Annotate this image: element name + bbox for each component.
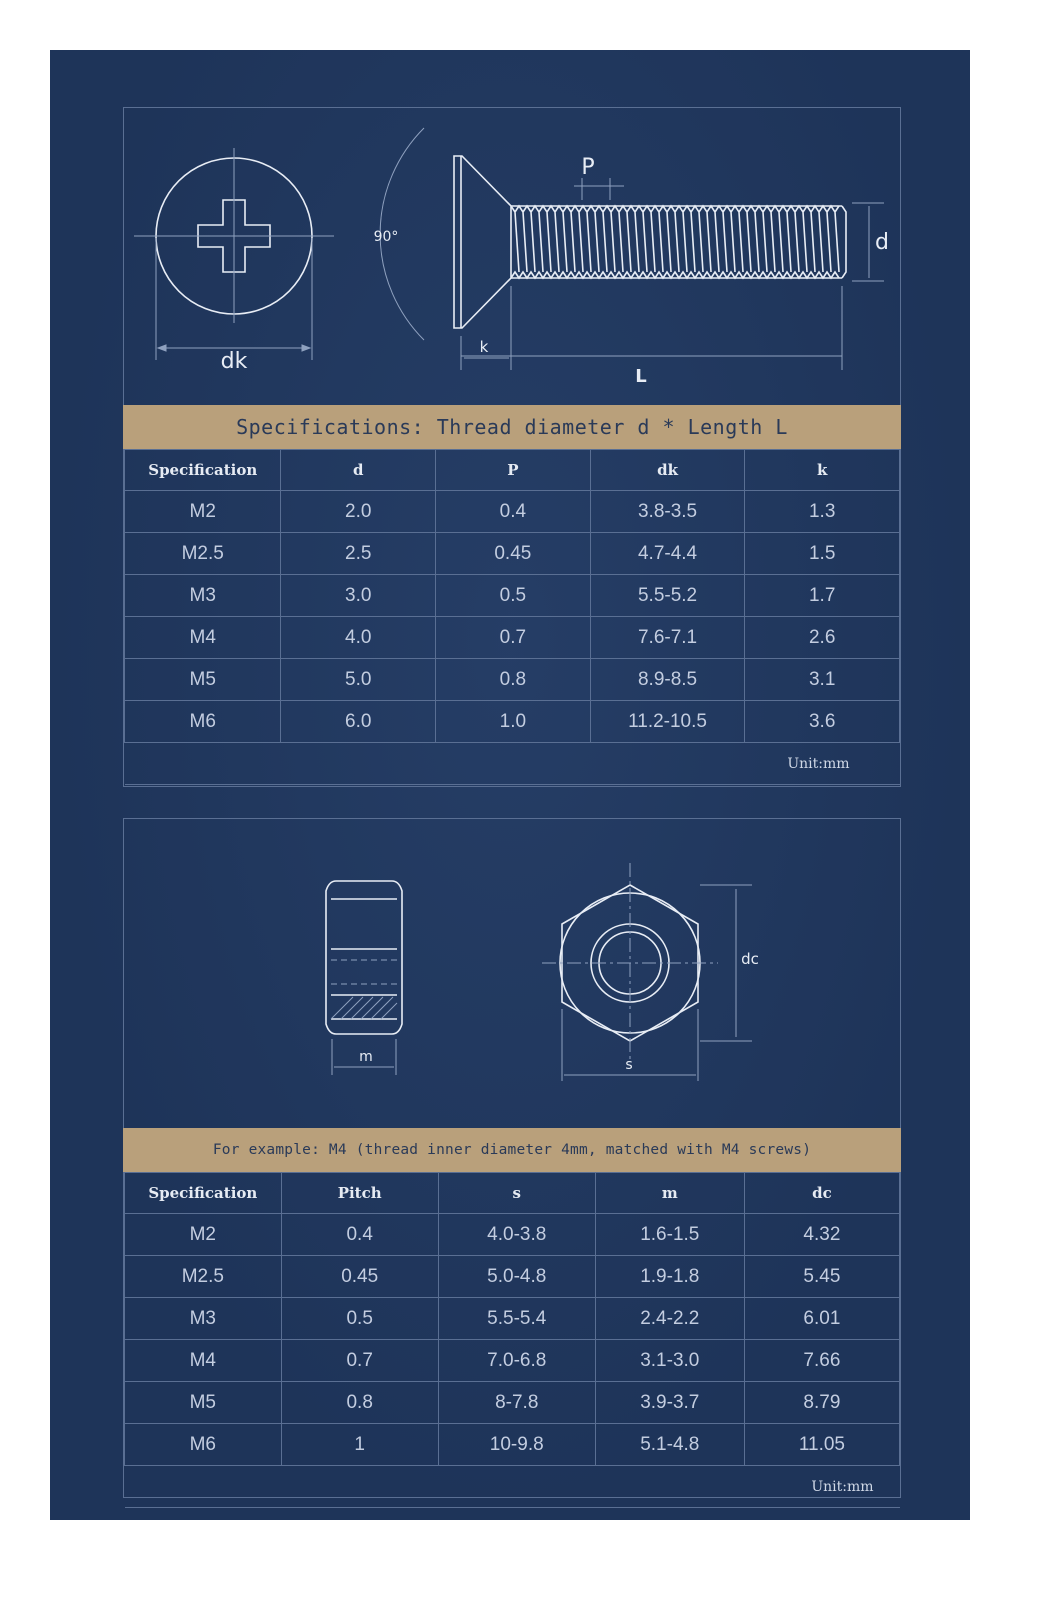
table-cell: 4.0 xyxy=(281,617,436,659)
column-header: P xyxy=(436,450,591,491)
table-cell: 0.4 xyxy=(436,491,591,533)
table-cell: 7.0-6.8 xyxy=(438,1340,595,1382)
table-cell: 1.0 xyxy=(436,701,591,743)
unit-row xyxy=(125,1466,900,1508)
table-cell: 2.5 xyxy=(281,533,436,575)
table-cell: 2.6 xyxy=(745,617,900,659)
table-cell: 0.5 xyxy=(281,1298,438,1340)
table-cell: 8-7.8 xyxy=(438,1382,595,1424)
nut-spec-table xyxy=(124,1172,900,1508)
screw-spec-table xyxy=(124,449,900,785)
column-header: Specification xyxy=(125,450,281,491)
table-row xyxy=(125,659,900,701)
table-header-row xyxy=(125,1173,900,1214)
k-label: k xyxy=(479,338,489,356)
column-header: Specification xyxy=(125,1173,282,1214)
screw-head-side xyxy=(454,156,511,328)
table-row xyxy=(125,617,900,659)
table-cell: 1.6-1.5 xyxy=(595,1214,744,1256)
blueprint-panel xyxy=(50,50,970,1520)
table-cell: 1.9-1.8 xyxy=(595,1256,744,1298)
table-cell: 0.8 xyxy=(436,659,591,701)
l-label: L xyxy=(635,366,647,387)
nut-example-banner: For example: M4 (thread inner diameter 4mm, matched with M4 screws) xyxy=(123,1128,901,1172)
table-cell: 7.6-7.1 xyxy=(590,617,745,659)
table-cell: 5.0 xyxy=(281,659,436,701)
screw-drawing xyxy=(124,108,900,405)
table-cell: 11.2-10.5 xyxy=(590,701,745,743)
table-cell: M2.5 xyxy=(125,533,281,575)
screw-section xyxy=(123,107,901,787)
table-cell: 1.7 xyxy=(745,575,900,617)
table-cell: 5.45 xyxy=(744,1256,899,1298)
table-cell: 4.32 xyxy=(744,1214,899,1256)
column-header: d xyxy=(281,450,436,491)
dk-label: dk xyxy=(220,349,248,374)
table-row xyxy=(125,1424,900,1466)
table-cell: M5 xyxy=(125,1382,282,1424)
nut-section xyxy=(123,818,901,1498)
table-cell: 3.1 xyxy=(745,659,900,701)
table-cell: 0.45 xyxy=(281,1256,438,1298)
dc-label: dc xyxy=(741,950,759,968)
table-cell: M3 xyxy=(125,1298,282,1340)
table-cell: 5.5-5.4 xyxy=(438,1298,595,1340)
table-header-row xyxy=(125,450,900,491)
nut-side-view xyxy=(326,881,402,1034)
column-header: dc xyxy=(744,1173,899,1214)
table-cell: M2 xyxy=(125,1214,282,1256)
table-cell: M4 xyxy=(125,617,281,659)
table-row xyxy=(125,491,900,533)
table-cell: 5.0-4.8 xyxy=(438,1256,595,1298)
unit-label: Unit:mm xyxy=(125,743,900,785)
table-cell: M2 xyxy=(125,491,281,533)
table-cell: 1 xyxy=(281,1424,438,1466)
table-cell: 0.7 xyxy=(281,1340,438,1382)
s-label: s xyxy=(625,1057,633,1073)
table-cell: M6 xyxy=(125,1424,282,1466)
table-cell: M4 xyxy=(125,1340,282,1382)
table-cell: 5.5-5.2 xyxy=(590,575,745,617)
table-row xyxy=(125,533,900,575)
unit-row xyxy=(125,743,900,785)
table-cell: 8.9-8.5 xyxy=(590,659,745,701)
table-cell: 4.7-4.4 xyxy=(590,533,745,575)
table-row xyxy=(125,1298,900,1340)
table-cell: M6 xyxy=(125,701,281,743)
table-cell: 0.4 xyxy=(281,1214,438,1256)
table-cell: 1.5 xyxy=(745,533,900,575)
pitch-label: P xyxy=(581,155,595,180)
hatch-lines xyxy=(331,997,397,1019)
column-header: s xyxy=(438,1173,595,1214)
table-row xyxy=(125,1340,900,1382)
table-cell: 0.5 xyxy=(436,575,591,617)
nut-drawing xyxy=(124,819,900,1128)
unit-label: Unit:mm xyxy=(125,1466,900,1508)
table-cell: 2.0 xyxy=(281,491,436,533)
table-row xyxy=(125,701,900,743)
column-header: m xyxy=(595,1173,744,1214)
table-cell: 11.05 xyxy=(744,1424,899,1466)
table-cell: 10-9.8 xyxy=(438,1424,595,1466)
table-row xyxy=(125,575,900,617)
table-cell: 0.8 xyxy=(281,1382,438,1424)
table-cell: 3.6 xyxy=(745,701,900,743)
table-cell: 2.4-2.2 xyxy=(595,1298,744,1340)
table-row xyxy=(125,1382,900,1424)
screw-spec-banner: Specifications: Thread diameter d * Length L xyxy=(123,405,901,449)
table-cell: 6.01 xyxy=(744,1298,899,1340)
table-row xyxy=(125,1256,900,1298)
table-cell: 7.66 xyxy=(744,1340,899,1382)
table-cell: 3.9-3.7 xyxy=(595,1382,744,1424)
column-header: k xyxy=(745,450,900,491)
table-cell: 0.7 xyxy=(436,617,591,659)
table-cell: 6.0 xyxy=(281,701,436,743)
column-header: dk xyxy=(590,450,745,491)
table-cell: 3.0 xyxy=(281,575,436,617)
d-label: d xyxy=(875,230,889,255)
table-row xyxy=(125,1214,900,1256)
table-cell: M5 xyxy=(125,659,281,701)
angle-label: 90° xyxy=(373,229,399,245)
column-header: Pitch xyxy=(281,1173,438,1214)
table-cell: 3.8-3.5 xyxy=(590,491,745,533)
table-cell: 0.45 xyxy=(436,533,591,575)
table-cell: 1.3 xyxy=(745,491,900,533)
table-cell: 8.79 xyxy=(744,1382,899,1424)
table-cell: 5.1-4.8 xyxy=(595,1424,744,1466)
table-cell: 3.1-3.0 xyxy=(595,1340,744,1382)
table-cell: 4.0-3.8 xyxy=(438,1214,595,1256)
m-label: m xyxy=(359,1049,373,1065)
table-cell: M3 xyxy=(125,575,281,617)
thread-lines xyxy=(511,206,839,278)
table-cell: M2.5 xyxy=(125,1256,282,1298)
